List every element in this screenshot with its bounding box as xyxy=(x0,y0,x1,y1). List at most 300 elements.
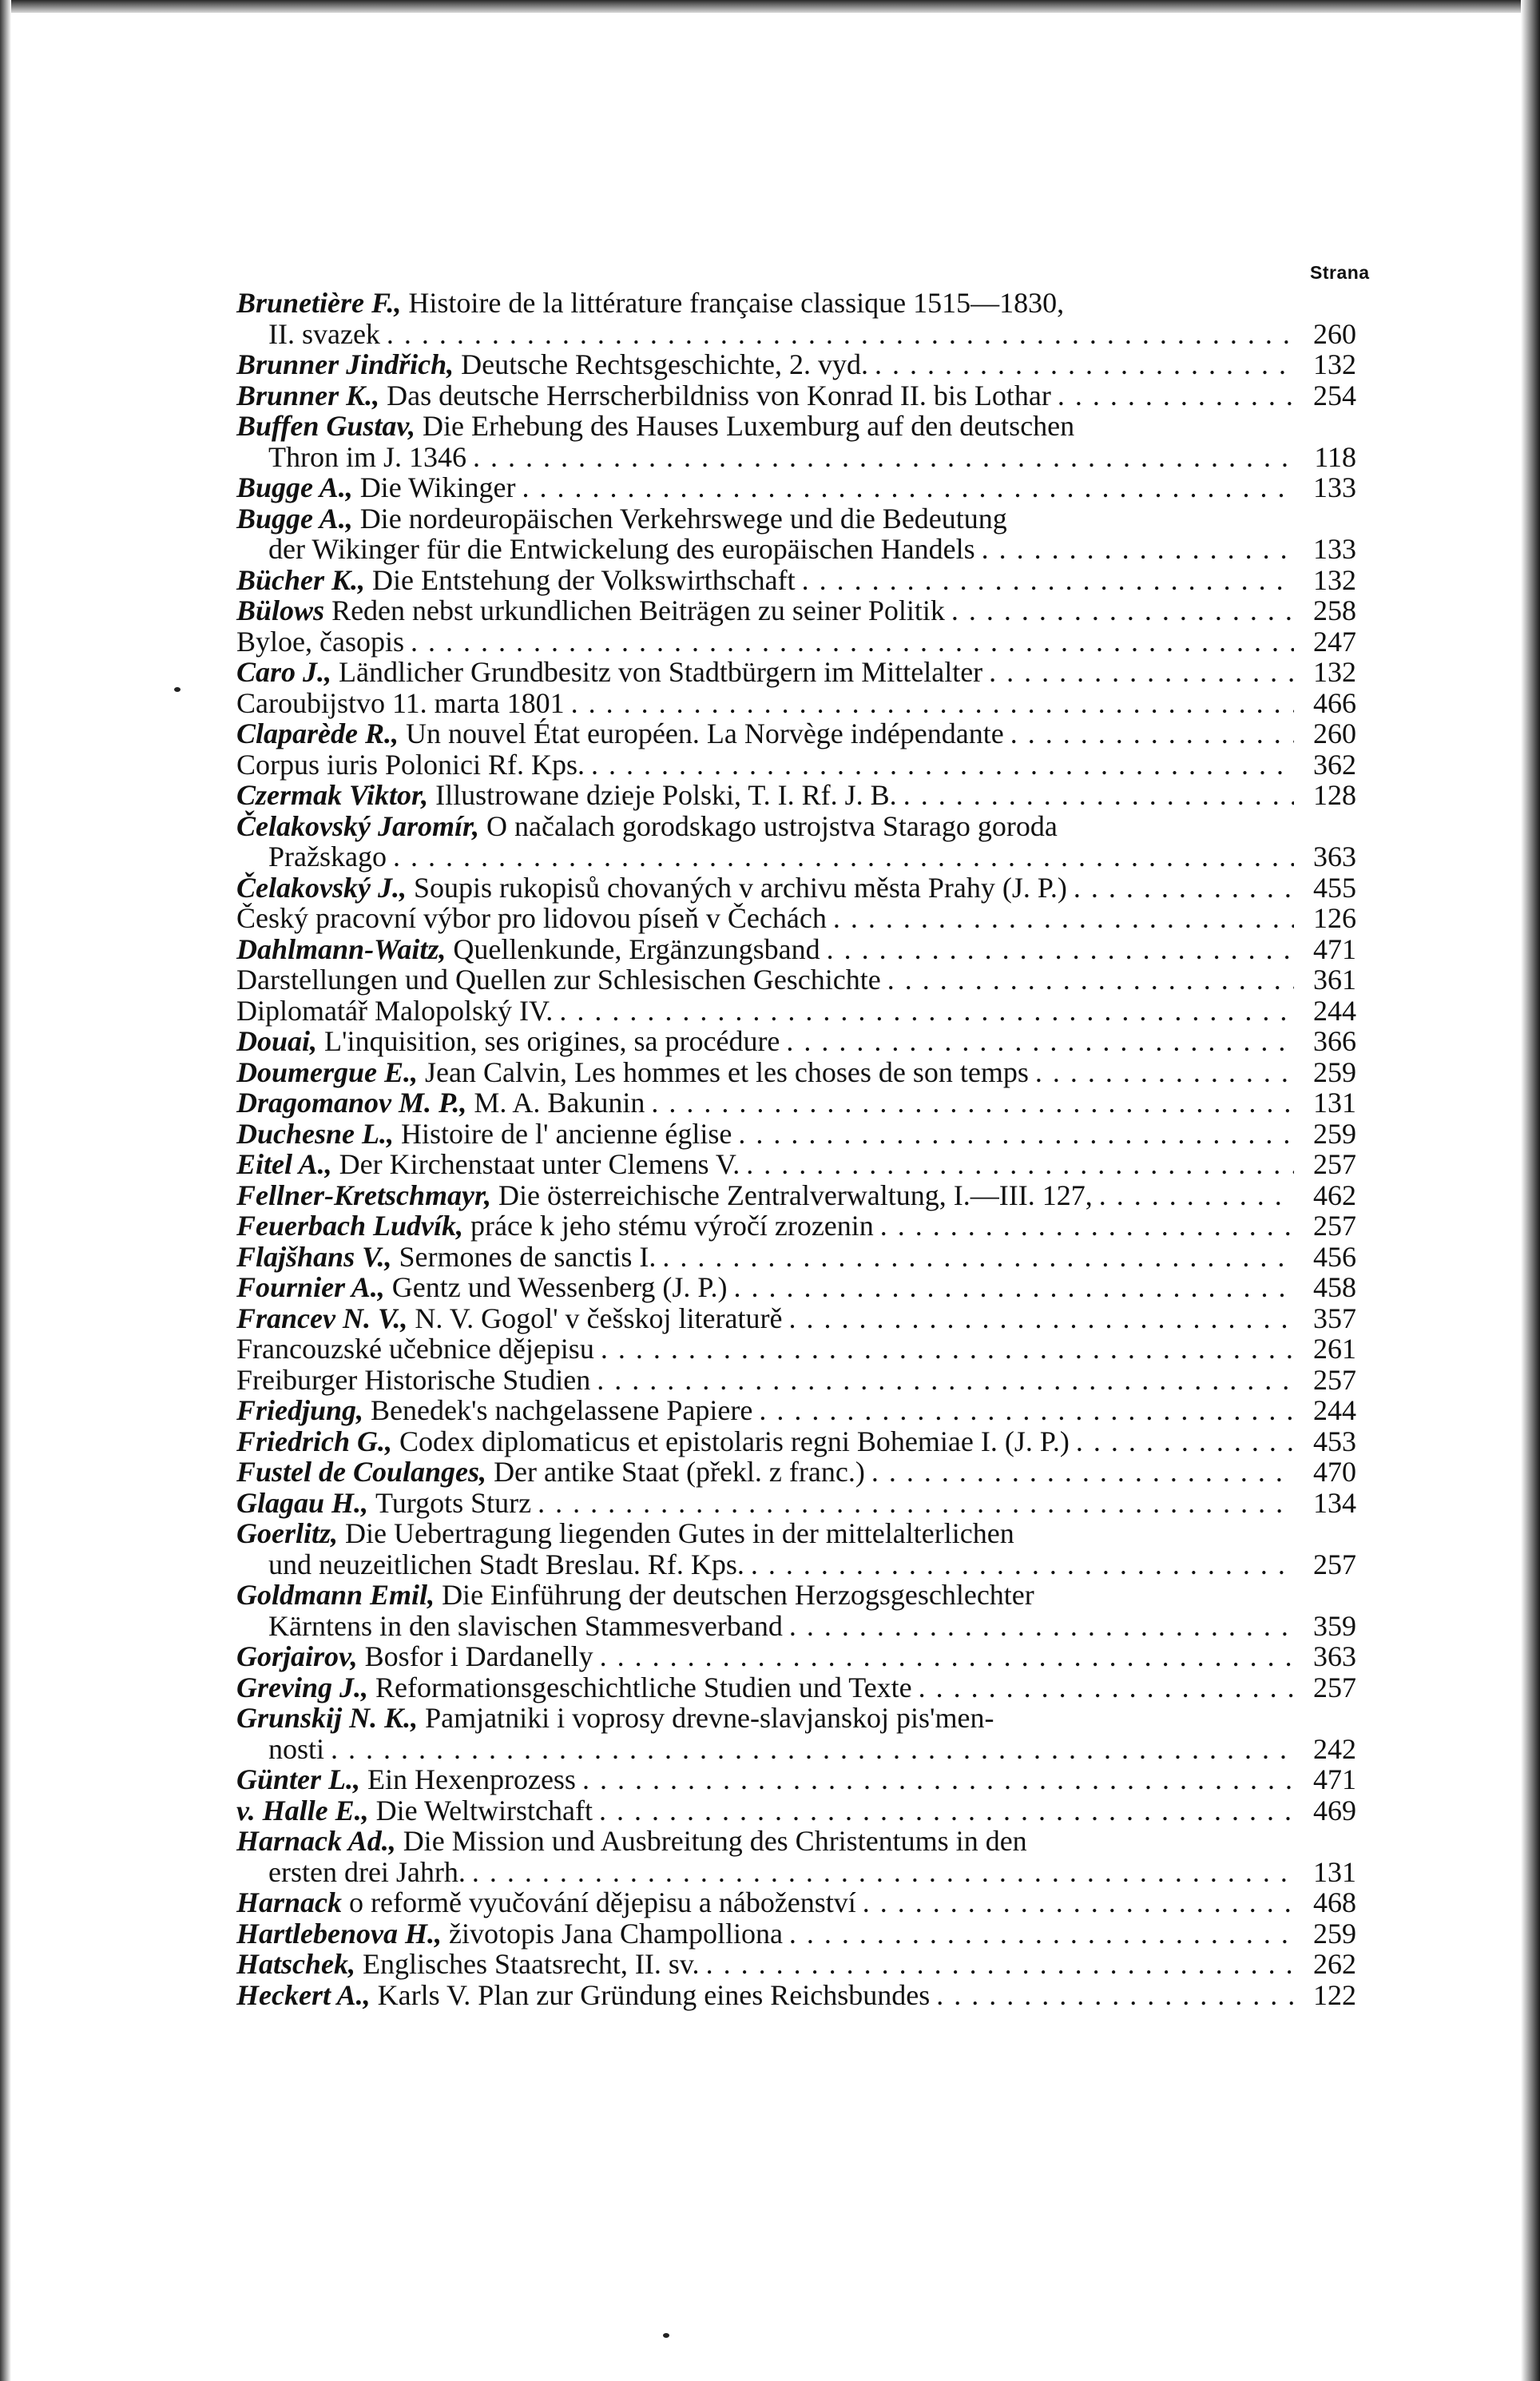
index-entry xyxy=(236,811,1356,873)
dot-leader xyxy=(903,780,1294,811)
entry-title: Deutsche Rechtsgeschichte, 2. vyd. xyxy=(461,348,868,380)
entry-line xyxy=(236,1119,1356,1150)
entry-title: Ländlicher Grundbesitz von Stadtbürgern im Mittelalter xyxy=(339,656,983,688)
entry-line xyxy=(236,1057,1356,1088)
entry-continuation: II. svazek xyxy=(268,317,380,350)
entry-author: Greving J., xyxy=(236,1671,368,1703)
entry-page: 456 xyxy=(1313,1240,1356,1273)
entry-author: Brunner K., xyxy=(236,379,380,411)
entry-title: Histoire de la littérature française classique 1515—1830, xyxy=(408,287,1065,319)
dot-leader xyxy=(706,1949,1294,1980)
entry-page: 259 xyxy=(1313,1055,1356,1088)
index-entry xyxy=(236,595,1356,626)
entry-title: Pamjatniki i voprosy drevne-slavjanskoj pis'men- xyxy=(425,1702,994,1734)
entry-title: Caroubijstvo 11. marta 1801 xyxy=(236,686,565,719)
dot-leader xyxy=(473,442,1294,473)
index-entry xyxy=(236,1764,1356,1795)
entry-line xyxy=(236,811,1356,842)
dot-leader xyxy=(597,1365,1294,1396)
entry-author: Heckert A., xyxy=(236,1978,371,2011)
entry-author: Günter L., xyxy=(236,1763,361,1795)
dot-leader xyxy=(789,1611,1294,1642)
index-entry xyxy=(236,964,1356,996)
entry-page: 244 xyxy=(1313,994,1356,1027)
index-entry xyxy=(236,565,1356,596)
index-entry xyxy=(236,1949,1356,1980)
entry-author: Czermak Viktor, xyxy=(236,779,429,811)
entry-page: 131 xyxy=(1313,1087,1356,1119)
entry-line xyxy=(236,1580,1356,1611)
index-entry xyxy=(236,1580,1356,1641)
entry-author: Friedrich G., xyxy=(236,1425,393,1457)
entry-author: Douai, xyxy=(236,1025,318,1057)
entry-line xyxy=(236,1641,1356,1672)
entry-page: 357 xyxy=(1313,1302,1356,1334)
entry-continuation: und neuzeitlichen Stadt Breslau. Rf. Kps. xyxy=(268,1548,744,1580)
entry-page: 132 xyxy=(1313,348,1356,380)
dot-leader xyxy=(786,1026,1294,1057)
index-entry xyxy=(236,1303,1356,1334)
entry-page: 257 xyxy=(1313,1148,1356,1180)
entry-page: 455 xyxy=(1313,871,1356,904)
entry-title: Die nordeuropäischen Verkehrswege und die Bedeutung xyxy=(359,502,1007,535)
entry-line xyxy=(236,1303,1356,1334)
dot-leader xyxy=(651,1087,1294,1119)
entry-title: Benedek's nachgelassene Papiere xyxy=(371,1394,753,1426)
entry-title: Das deutsche Herrscherbildniss von Konrad II. bis Lothar xyxy=(387,379,1051,411)
dot-leader xyxy=(1058,380,1294,411)
dot-leader xyxy=(982,534,1294,565)
scan-edge-top xyxy=(0,0,1540,13)
entry-author: Caro J., xyxy=(236,656,332,688)
entry-author: Brunner Jindřich, xyxy=(236,348,454,380)
dot-leader xyxy=(591,749,1294,781)
entry-page: 453 xyxy=(1313,1425,1356,1457)
entry-title: Histoire de l' ancienne église xyxy=(401,1117,732,1150)
entry-page: 258 xyxy=(1313,594,1356,626)
entry-page: 470 xyxy=(1313,1456,1356,1488)
entry-author: Fellner-Kretschmayr, xyxy=(236,1179,492,1211)
entry-line xyxy=(236,1395,1356,1426)
index-entry xyxy=(236,1365,1356,1396)
dot-leader xyxy=(1099,1180,1294,1211)
entry-page: 247 xyxy=(1313,625,1356,658)
entry-page: 132 xyxy=(1313,563,1356,596)
entry-line xyxy=(236,1457,1356,1488)
entry-continuation-line xyxy=(236,1611,1356,1642)
entry-page: 257 xyxy=(1313,1671,1356,1703)
index-entry xyxy=(236,380,1356,411)
index-entry xyxy=(236,1457,1356,1488)
dot-leader xyxy=(833,903,1294,934)
entry-continuation-line xyxy=(236,319,1356,350)
entry-author: Duchesne L., xyxy=(236,1117,394,1150)
entry-continuation-line xyxy=(236,442,1356,473)
entry-page: 259 xyxy=(1313,1917,1356,1950)
entry-author: Doumergue E., xyxy=(236,1055,419,1088)
entry-line xyxy=(236,1365,1356,1396)
dot-leader xyxy=(827,934,1294,965)
entry-line xyxy=(236,1949,1356,1980)
entry-page: 126 xyxy=(1313,902,1356,934)
index-entry xyxy=(236,1518,1356,1580)
entry-line xyxy=(236,1026,1356,1057)
entry-line xyxy=(236,688,1356,719)
entry-line xyxy=(236,380,1356,411)
entry-title: Reden nebst urkundlichen Beiträgen zu seiner Politik xyxy=(331,594,945,626)
dot-leader xyxy=(989,657,1294,688)
entry-line xyxy=(236,565,1356,596)
entry-page: 260 xyxy=(1313,317,1356,350)
entry-title: Un nouvel État européen. La Norvège indépendante xyxy=(406,717,1004,749)
entry-line xyxy=(236,1180,1356,1211)
entry-author: Bücher K., xyxy=(236,563,366,596)
dot-leader xyxy=(599,1795,1294,1826)
dot-leader xyxy=(662,1242,1294,1273)
index-entry xyxy=(236,1210,1356,1242)
entry-title: o reformě vyučování dějepisu a náboženství xyxy=(349,1886,856,1918)
entry-page: 133 xyxy=(1313,471,1356,503)
entry-author: Čelakovský Jaromír, xyxy=(236,809,479,842)
entry-title: Die Weltwirstchaft xyxy=(375,1794,593,1826)
entry-page: 363 xyxy=(1313,841,1356,873)
entry-line xyxy=(236,1334,1356,1365)
entry-title: Freiburger Historische Studien xyxy=(236,1363,591,1396)
entry-author: Fustel de Coulanges, xyxy=(236,1456,487,1488)
entry-line xyxy=(236,1672,1356,1703)
entry-author: Claparède R., xyxy=(236,717,399,749)
entry-line xyxy=(236,472,1356,503)
entry-author: Čelakovský J., xyxy=(236,871,407,904)
entry-continuation-line xyxy=(236,534,1356,565)
entry-page: 242 xyxy=(1313,1732,1356,1765)
entry-line xyxy=(236,1795,1356,1826)
entry-page: 469 xyxy=(1313,1794,1356,1826)
dot-leader xyxy=(522,472,1294,503)
entry-page: 257 xyxy=(1313,1363,1356,1396)
entry-author: Harnack xyxy=(236,1886,343,1918)
index-entry xyxy=(236,1795,1356,1826)
index-entry xyxy=(236,1641,1356,1672)
dot-leader xyxy=(887,964,1294,996)
index-entry xyxy=(236,1488,1356,1519)
index-entry xyxy=(236,472,1356,503)
entry-continuation: ersten drei Jahrh. xyxy=(268,1855,466,1888)
entry-page: 366 xyxy=(1313,1025,1356,1057)
dot-leader xyxy=(571,688,1294,719)
dot-leader xyxy=(936,1980,1294,2011)
entry-continuation: der Wikinger für die Entwickelung des europäischen Handels xyxy=(268,533,975,565)
dot-leader xyxy=(538,1488,1294,1519)
entry-line xyxy=(236,657,1356,688)
index-entry xyxy=(236,503,1356,565)
entry-title: Der Kirchenstaat unter Clemens V. xyxy=(339,1148,740,1180)
entry-title: Quellenkunde, Ergänzungsband xyxy=(453,932,820,965)
dot-leader xyxy=(733,1272,1294,1303)
entry-title: L'inquisition, ses origines, sa procédure xyxy=(324,1025,780,1057)
entry-page: 254 xyxy=(1313,379,1356,411)
index-entry xyxy=(236,934,1356,965)
entry-line xyxy=(236,749,1356,781)
index-entry xyxy=(236,411,1356,472)
entry-line xyxy=(236,1087,1356,1119)
entry-line xyxy=(236,288,1356,319)
entry-title: Die österreichische Zentralverwaltung, I.—III. 127, xyxy=(498,1179,1093,1211)
dot-leader xyxy=(600,1641,1294,1672)
entry-page: 262 xyxy=(1313,1948,1356,1980)
entry-title: Český pracovní výbor pro lidovou píseň v Čechách xyxy=(236,902,827,934)
index-entry xyxy=(236,996,1356,1027)
index-entry xyxy=(236,1426,1356,1457)
entry-page: 259 xyxy=(1313,1117,1356,1150)
dot-leader xyxy=(746,1149,1294,1180)
index-entry xyxy=(236,1826,1356,1887)
index-entry xyxy=(236,1149,1356,1180)
entry-title: Corpus iuris Polonici Rf. Kps. xyxy=(236,748,585,781)
entry-line xyxy=(236,626,1356,658)
dot-leader xyxy=(601,1334,1294,1365)
entry-continuation-line xyxy=(236,1549,1356,1580)
entry-title: Jean Calvin, Les hommes et les choses de son temps xyxy=(425,1055,1029,1088)
entry-line xyxy=(236,1272,1356,1303)
entry-title: Ein Hexenprozess xyxy=(367,1763,576,1795)
index-entry xyxy=(236,288,1356,349)
dot-leader xyxy=(951,595,1294,626)
dot-leader xyxy=(738,1119,1294,1150)
dot-leader xyxy=(802,565,1294,596)
entry-page: 244 xyxy=(1313,1394,1356,1426)
entry-continuation: nosti xyxy=(268,1732,325,1765)
index-entry xyxy=(236,1887,1356,1918)
entry-author: Bülows xyxy=(236,594,325,626)
index-list xyxy=(236,288,1356,2010)
entry-title: Gentz und Wessenberg (J. P.) xyxy=(391,1271,728,1303)
entry-author: Bugge A., xyxy=(236,502,353,535)
entry-line xyxy=(236,1980,1356,2011)
entry-page: 131 xyxy=(1313,1855,1356,1888)
entry-page: 132 xyxy=(1313,656,1356,688)
entry-author: Goerlitz, xyxy=(236,1517,339,1549)
entry-page: 134 xyxy=(1313,1486,1356,1519)
entry-page: 133 xyxy=(1313,533,1356,565)
entry-page: 471 xyxy=(1313,1763,1356,1795)
entry-line xyxy=(236,873,1356,904)
entry-author: Hartlebenova H., xyxy=(236,1917,442,1950)
entry-author: Fournier A., xyxy=(236,1271,385,1303)
index-entry xyxy=(236,657,1356,688)
dot-leader xyxy=(1010,718,1294,749)
entry-line xyxy=(236,903,1356,934)
entry-line xyxy=(236,503,1356,535)
entry-line xyxy=(236,1149,1356,1180)
entry-title: životopis Jana Champolliona xyxy=(448,1917,783,1950)
index-entry xyxy=(236,1703,1356,1764)
entry-line xyxy=(236,934,1356,965)
entry-line xyxy=(236,1764,1356,1795)
entry-author: Bugge A., xyxy=(236,471,353,503)
dot-leader xyxy=(1074,873,1294,904)
entry-author: Friedjung, xyxy=(236,1394,364,1426)
entry-title: Reformationsgeschichtliche Studien und Texte xyxy=(375,1671,912,1703)
entry-title: Die Einführung der deutschen Herzogsgeschlechter xyxy=(442,1579,1034,1611)
entry-page: 361 xyxy=(1313,964,1356,996)
entry-page: 122 xyxy=(1313,1978,1356,2011)
entry-page: 128 xyxy=(1313,779,1356,811)
entry-line xyxy=(236,1887,1356,1918)
entry-author: Feuerbach Ludvík, xyxy=(236,1210,463,1242)
entry-title: Karls V. Plan zur Gründung eines Reichsbundes xyxy=(377,1978,931,2011)
index-entry xyxy=(236,626,1356,658)
index-entry xyxy=(236,1087,1356,1119)
entry-author: Brunetière F., xyxy=(236,287,402,319)
entry-line xyxy=(236,1210,1356,1242)
dot-leader xyxy=(1076,1426,1294,1457)
entry-title: Die Entstehung der Volkswirthschaft xyxy=(372,563,796,596)
entry-title: Die Uebertragung liegenden Gutes in der mittelalterlichen xyxy=(345,1517,1014,1549)
entry-page: 466 xyxy=(1313,686,1356,719)
entry-title: N. V. Gogol' v češskoj literaturě xyxy=(415,1302,783,1334)
entry-author: Goldmann Emil, xyxy=(236,1579,435,1611)
entry-author: Hatschek, xyxy=(236,1948,355,1980)
entry-line xyxy=(236,1826,1356,1857)
entry-author: Dragomanov M. P., xyxy=(236,1087,467,1119)
entry-author: Eitel A., xyxy=(236,1148,332,1180)
entry-line xyxy=(236,411,1356,442)
index-entry xyxy=(236,1272,1356,1303)
entry-line xyxy=(236,780,1356,811)
column-header-strana: Strana xyxy=(1310,262,1370,283)
index-entry xyxy=(236,1918,1356,1950)
entry-continuation-line xyxy=(236,841,1356,873)
scan-speck xyxy=(174,687,181,692)
entry-title: Turgots Sturz xyxy=(375,1486,532,1519)
index-entry xyxy=(236,1242,1356,1273)
scan-speck xyxy=(663,2333,669,2338)
dot-leader xyxy=(411,626,1294,658)
entry-title: O načalach gorodskago ustrojstva Starago goroda xyxy=(486,809,1058,842)
dot-leader xyxy=(393,841,1294,873)
entry-title: práce k jeho stému výročí zrozenin xyxy=(470,1210,874,1242)
dot-leader xyxy=(331,1734,1294,1765)
entry-title: Francouzské učebnice dějepisu xyxy=(236,1333,594,1365)
index-entry xyxy=(236,749,1356,781)
entry-title: Codex diplomaticus et epistolaris regni Bohemiae I. (J. P.) xyxy=(399,1425,1070,1457)
index-entry xyxy=(236,718,1356,749)
index-entry xyxy=(236,1672,1356,1703)
entry-author: Glagau H., xyxy=(236,1486,369,1519)
index-entry xyxy=(236,349,1356,380)
entry-author: Dahlmann-Waitz, xyxy=(236,932,447,965)
scan-edge-left xyxy=(0,0,11,2381)
entry-title: Die Wikinger xyxy=(359,471,516,503)
dot-leader xyxy=(863,1887,1294,1918)
entry-line xyxy=(236,1918,1356,1950)
dot-leader xyxy=(871,1457,1294,1488)
dot-leader xyxy=(789,1918,1294,1950)
entry-page: 458 xyxy=(1313,1271,1356,1303)
dot-leader xyxy=(880,1210,1294,1242)
entry-title: Der antike Staat (překl. z franc.) xyxy=(494,1456,865,1488)
entry-line xyxy=(236,996,1356,1027)
entry-line xyxy=(236,349,1356,380)
index-entry xyxy=(236,873,1356,904)
entry-title: Die Erhebung des Hauses Luxemburg auf den deutschen xyxy=(423,410,1075,442)
index-entry xyxy=(236,780,1356,811)
entry-line xyxy=(236,1242,1356,1273)
entry-title: Soupis rukopisů chovaných v archivu města Prahy (J. P.) xyxy=(413,871,1067,904)
entry-page: 468 xyxy=(1313,1886,1356,1918)
entry-author: Grunskij N. K., xyxy=(236,1702,419,1734)
entry-title: Byloe, časopis xyxy=(236,625,404,658)
entry-page: 257 xyxy=(1313,1548,1356,1580)
entry-line xyxy=(236,718,1356,749)
entry-continuation: Kärntens in den slavischen Stammesverband xyxy=(268,1609,783,1642)
entry-page: 471 xyxy=(1313,932,1356,965)
entry-continuation: Pražskago xyxy=(268,841,387,873)
dot-leader xyxy=(875,349,1294,380)
entry-page: 462 xyxy=(1313,1179,1356,1211)
entry-line xyxy=(236,964,1356,996)
index-entry xyxy=(236,1395,1356,1426)
entry-page: 362 xyxy=(1313,748,1356,781)
index-entry xyxy=(236,1026,1356,1057)
entry-title: Darstellungen und Quellen zur Schlesischen Geschichte xyxy=(236,964,881,996)
entry-title: Englisches Staatsrecht, II. sv. xyxy=(363,1948,700,1980)
dot-leader xyxy=(751,1549,1294,1580)
entry-continuation-line xyxy=(236,1734,1356,1765)
index-entry xyxy=(236,688,1356,719)
entry-author: Buffen Gustav, xyxy=(236,410,416,442)
dot-leader xyxy=(387,319,1294,350)
index-entry xyxy=(236,1119,1356,1150)
entry-continuation: Thron im J. 1346 xyxy=(268,440,466,473)
dot-leader xyxy=(759,1395,1294,1426)
index-entry xyxy=(236,1980,1356,2011)
entry-continuation-line xyxy=(236,1857,1356,1888)
entry-title: Illustrowane dzieje Polski, T. I. Rf. J. B. xyxy=(435,779,897,811)
entry-title: Die Mission und Ausbreitung des Christentums in den xyxy=(403,1825,1027,1857)
entry-line xyxy=(236,1488,1356,1519)
dot-leader xyxy=(788,1303,1294,1334)
entry-line xyxy=(236,1426,1356,1457)
scan-edge-right xyxy=(1521,0,1540,2381)
dot-leader xyxy=(582,1764,1294,1795)
index-entry xyxy=(236,1180,1356,1211)
dot-leader xyxy=(919,1672,1294,1703)
entry-page: 261 xyxy=(1313,1333,1356,1365)
entry-line xyxy=(236,1703,1356,1734)
entry-author: Gorjairov, xyxy=(236,1640,358,1672)
index-entry xyxy=(236,1057,1356,1088)
dot-leader xyxy=(472,1857,1294,1888)
index-entry xyxy=(236,903,1356,934)
entry-title: M. A. Bakunin xyxy=(474,1087,645,1119)
dot-leader xyxy=(559,996,1294,1027)
entry-page: 257 xyxy=(1313,1210,1356,1242)
entry-page: 118 xyxy=(1314,440,1356,473)
index-entry xyxy=(236,1334,1356,1365)
entry-line xyxy=(236,1518,1356,1549)
entry-title: Sermones de sanctis I. xyxy=(399,1240,657,1273)
entry-title: Bosfor i Dardanelly xyxy=(364,1640,593,1672)
entry-line xyxy=(236,595,1356,626)
entry-author: Francev N. V., xyxy=(236,1302,408,1334)
entry-page: 363 xyxy=(1313,1640,1356,1672)
entry-title: Diplomatář Malopolský IV. xyxy=(236,994,554,1027)
entry-author: Flajšhans V., xyxy=(236,1240,392,1273)
dot-leader xyxy=(1035,1057,1294,1088)
entry-page: 260 xyxy=(1313,717,1356,749)
